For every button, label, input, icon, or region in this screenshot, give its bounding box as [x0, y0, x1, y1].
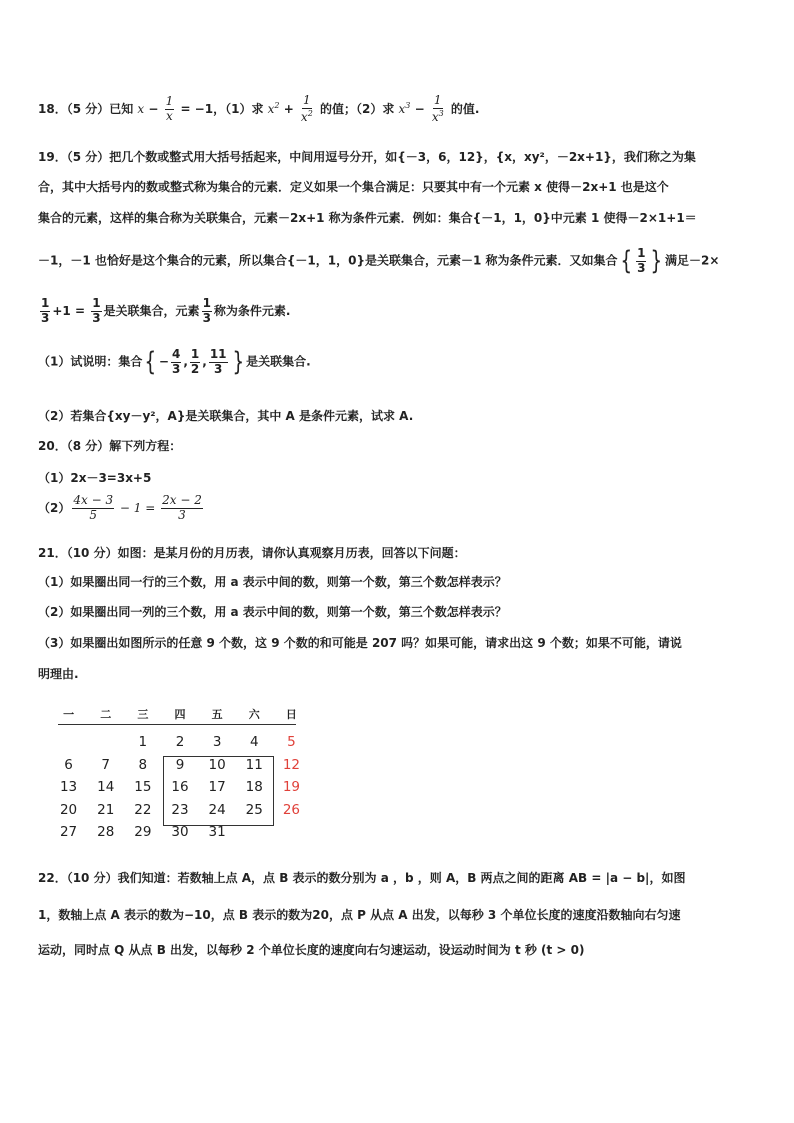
base: x — [300, 109, 308, 124]
frac-den: 3 — [637, 260, 646, 275]
calendar-day-cell: 18 — [245, 779, 263, 796]
fraction — [209, 348, 228, 377]
nine-number-selection-box — [163, 756, 274, 826]
right-brace: } — [231, 347, 244, 377]
question-19-line-2: 合，其中大括号内的数或整式称为集合的元素．定义如果一个集合满足：只要其中有一个元素 x 使得－2x+1 也是这个 — [38, 180, 669, 194]
frac-num: 1 — [637, 245, 646, 260]
question-21-part-2: （2）如果圈出同一列的三个数，用 a 表示中间的数，则第一个数，第三个数怎样表示？ — [38, 605, 507, 619]
calendar-day-cell: 19 — [282, 779, 300, 796]
q18-minus2: − — [414, 101, 429, 116]
q20-e2-mid: − 1 = — [116, 500, 160, 515]
calendar-day-cell: 14 — [97, 779, 115, 796]
calendar-day-cell: 7 — [101, 756, 110, 773]
calendar-day-cell: 27 — [59, 824, 78, 841]
calendar-day-cell: 21 — [97, 801, 115, 818]
frac-den: 3 — [213, 361, 223, 376]
calendar-day-cell: 28 — [97, 824, 115, 841]
exponent: 2 — [274, 100, 280, 110]
frac-num: 1 — [202, 296, 211, 310]
q18-var-x: x — [137, 101, 145, 116]
q18-plus: + — [283, 101, 298, 116]
q18-end: 的值. — [450, 101, 480, 116]
frac-num: 11 — [209, 346, 227, 361]
fraction-one-third — [636, 247, 646, 276]
question-19-part-2: （2）若集合{xy－y²，A}是关联集合，其中 A 是条件元素，试求 A. — [38, 409, 414, 423]
fraction — [161, 494, 203, 523]
q19-l5-mid: +1 = — [52, 303, 90, 318]
frac-den: 3 — [41, 310, 50, 325]
calendar-day-cell: 12 — [282, 756, 300, 773]
q18-fraction-1-over-x3 — [431, 94, 445, 125]
frac-num: 1 — [165, 94, 174, 108]
calendar-day-cell: 6 — [64, 756, 73, 773]
question-21-part-1: （1）如果圈出同一行的三个数，用 a 表示中间的数，则第一个数，第三个数怎样表示？ — [38, 575, 507, 589]
fraction-one-third — [40, 297, 50, 326]
question-19-line-1: 19．（5 分）把几个数或整式用大括号括起来，中间用逗号分开，如{－3，6，12}，{x，xy²，－2x+1}，我们称之为集 — [38, 150, 696, 164]
frac-den: 3 — [202, 310, 211, 325]
q18-eq: = −1，（1）求 — [180, 101, 268, 116]
base: x — [267, 101, 275, 116]
frac-den — [300, 109, 314, 125]
calendar-day-cell: 3 — [212, 734, 222, 751]
frac-den: 5 — [89, 507, 98, 522]
calendar-day-cell: 26 — [282, 801, 300, 818]
fraction — [171, 348, 181, 377]
q18-mid: 的值；（2）求 — [319, 101, 399, 116]
exponent: 3 — [405, 100, 411, 110]
calendar-day-cell: 13 — [59, 779, 78, 796]
exponent: 3 — [438, 108, 444, 118]
calendar-day-cell: 8 — [138, 756, 148, 773]
fraction-one-third — [91, 297, 101, 326]
frac-num: 1 — [303, 93, 311, 107]
minus-sign: − — [158, 354, 169, 369]
frac-num: 1 — [190, 346, 200, 361]
question-20-eq-2 — [38, 494, 756, 523]
question-22-line-1: 22．（10 分）我们知道：若数轴上点 A，点 B 表示的数分别为 a ，b ，则 A，B 两点之间的距离 AB = |a − b|，如图 — [38, 871, 686, 885]
frac-num: 1 — [41, 296, 50, 310]
frac-den: 3 — [171, 361, 181, 376]
question-19-line-5 — [38, 297, 756, 326]
frac-den: 2 — [190, 361, 200, 376]
calendar-day-cell: 5 — [287, 734, 296, 751]
calendar-day-cell: 31 — [208, 824, 226, 841]
q18-prefix: 18．（5 分）已知 — [38, 101, 134, 116]
calendar-day-cell: 15 — [134, 779, 152, 796]
q19-l4-text: －1，－1 也恰好是这个集合的元素，所以集合{－1，1，0}是关联集合，元素－1 称为条件元素．又如集合 — [38, 253, 618, 268]
question-18 — [38, 94, 756, 125]
calendar-day-cell: 17 — [208, 779, 226, 796]
calendar-day-cell: 30 — [171, 824, 189, 841]
fraction — [72, 494, 114, 523]
question-21-title: 21．（10 分）如图：是某月份的月历表，请你认真观察月历表，回答以下问题： — [38, 546, 466, 560]
q19-l4-tail: 满足－2× — [665, 253, 720, 268]
calendar-week-row — [50, 731, 310, 754]
q18-x-squared — [268, 102, 280, 116]
q18-x-cubed — [399, 102, 411, 116]
question-21-part-3a: （3）如果圈出如图所示的任意 9 个数，这 9 个数的和可能是 207 吗？如果可能，请求出这 9 个数；如果不可能，请说 — [38, 636, 682, 650]
question-19-line-3: 集合的元素，这样的集合称为关联集合，元素－2x+1 称为条件元素．例如：集合{－1，1，0}中元素 1 使得－2×1+1＝ — [38, 211, 697, 225]
calendar-day-cell: 23 — [171, 801, 189, 818]
question-21-part-3b: 明理由. — [38, 667, 79, 681]
weekday-header: 三 — [137, 708, 149, 721]
fraction-one-third — [202, 297, 212, 326]
calendar-day-cell: 11 — [245, 756, 263, 773]
question-22-line-2: 1，数轴上点 A 表示的数为−10，点 B 表示的数为20，点 P 从点 A 出发，以每秒 3 个单位长度的速度沿数轴向右匀速 — [38, 908, 681, 922]
frac-den: 3 — [92, 310, 101, 325]
calendar-day-cell: 9 — [175, 756, 185, 773]
q18-minus: − — [148, 101, 163, 116]
calendar-day-cell: 2 — [175, 734, 185, 751]
q19-l5-text2: 称为条件元素. — [213, 303, 291, 318]
calendar-day-cell: 22 — [134, 801, 152, 818]
weekday-header: 六 — [248, 708, 260, 721]
frac-num: 1 — [433, 93, 442, 107]
right-brace: } — [650, 246, 663, 276]
q18-fraction-1-over-x — [165, 95, 175, 124]
weekday-header: 五 — [211, 708, 223, 721]
calendar-header — [50, 706, 310, 722]
weekday-header: 一 — [63, 708, 75, 721]
question-20-title: 20．（8 分）解下列方程： — [38, 439, 182, 453]
frac-num: 2x − 2 — [162, 493, 202, 507]
frac-num: 4 — [171, 346, 181, 361]
calendar-day-cell: 10 — [208, 756, 226, 773]
weekday-header: 四 — [174, 708, 186, 721]
frac-den — [431, 109, 445, 125]
q19-l5-text1: 是关联集合，元素 — [103, 303, 200, 318]
question-20-eq-1: （1）2x－3=3x+5 — [38, 471, 152, 485]
calendar-day-cell: 16 — [171, 779, 189, 796]
base: x — [398, 101, 406, 116]
base: x — [431, 109, 439, 124]
exponent: 2 — [307, 108, 313, 118]
calendar-day-cell: 24 — [208, 801, 226, 818]
calendar-day-cell: 1 — [138, 734, 148, 751]
calendar-header-rule — [58, 724, 296, 725]
weekday-header: 二 — [100, 708, 112, 721]
frac-den: 3 — [178, 507, 186, 522]
left-brace: { — [144, 347, 157, 377]
question-22-line-3: 运动，同时点 Q 从点 B 出发，以每秒 2 个单位长度的速度向右匀速运动，设运动时间为 t 秒 (t > 0) — [38, 943, 585, 957]
frac-num: 1 — [92, 296, 101, 310]
question-19-line-4 — [38, 246, 756, 276]
frac-den: x — [166, 108, 173, 123]
q19-p1-prefix: （1）试说明：集合 — [38, 354, 143, 369]
q18-fraction-1-over-x2 — [300, 94, 314, 125]
calendar-day-cell: 4 — [249, 734, 259, 751]
weekday-header: 日 — [285, 708, 297, 721]
q20-e2-prefix: （2） — [38, 500, 71, 515]
q19-p1-suffix: 是关联集合. — [246, 354, 311, 369]
left-brace: { — [620, 246, 632, 276]
calendar-day-cell: 25 — [245, 801, 263, 818]
calendar-day-cell: 29 — [134, 824, 152, 841]
frac-num: 4x − 3 — [73, 493, 114, 507]
fraction — [190, 348, 200, 377]
calendar-day-cell: 20 — [59, 801, 78, 818]
question-19-part-1: （1）试说明：集合{ − $\frac{4}{3}$ , $\frac{1}{2}$ , $\frac{11}{3}$ } 是关联集合. — [38, 346, 311, 377]
